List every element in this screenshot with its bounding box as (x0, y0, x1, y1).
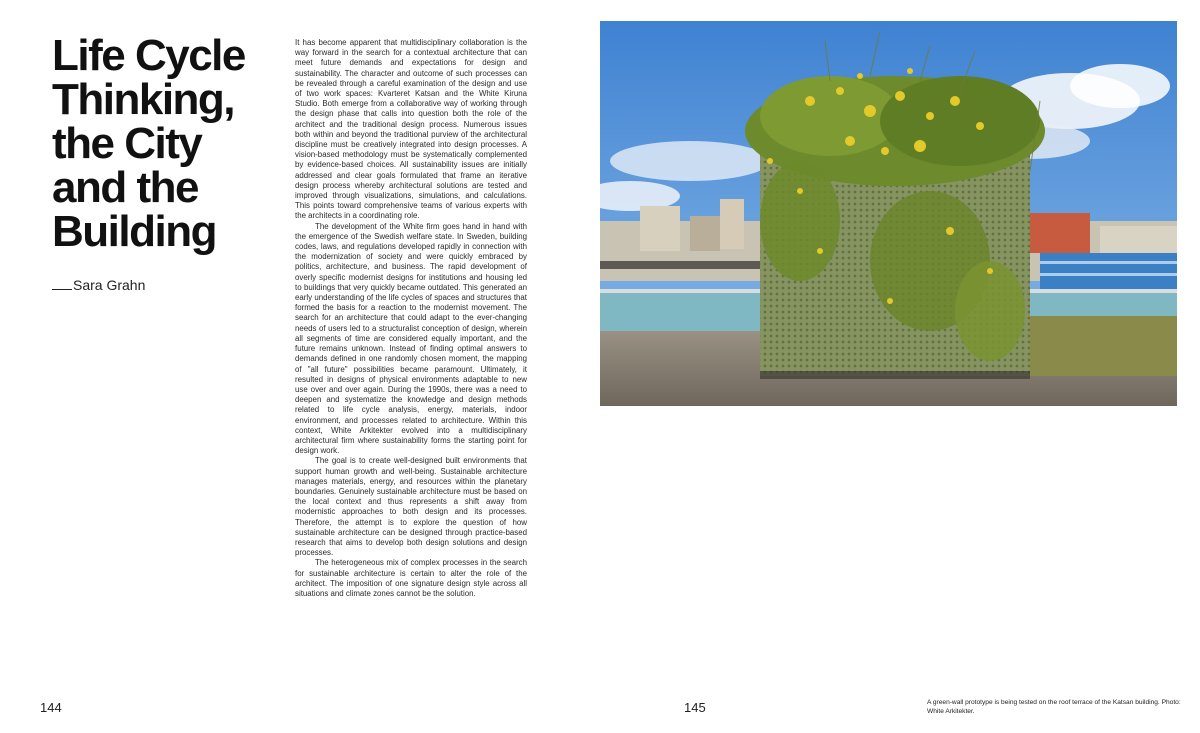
paragraph: The development of the White firm goes hand in hand with the emergence of the Swedish welfare state. In Sweden, building codes, laws, and regulations developed rapidly in connection with the modernization of society and were quickly embraced by politics, architecture, and business. The rapid development of overly specific modernist designs for institutions and housing led to buildings that very quickly became outdated. This generated an early understanding of the life cycles of spaces and structures that formed the basis for a reaction to the modernist movement. The search for an architecture that could adapt to the ever-changing needs of users led to a structuralist conception of design, wherein all segments of time are considered equally important, and the future remains unknown. Instead of finding optimal answers to demands defined in one randomly chosen moment, the mapping of "all future" possibilities became paramount. Ultimately, it resulted in designs of physical environments adaptable to new use over and over again. During the 1990s, there was a need to deepen and systematize the knowledge and design methods related to life cycle analysis, energy, materials, indoor environment, and processes related to architecture. Within this context, White Arkitekter evolved into a multidisciplinary architectural firm where sustainability forms the starting point for design work. (295, 221, 527, 456)
page-number-right: 145 (684, 700, 706, 715)
paragraph: It has become apparent that multidisciplinary collaboration is the way forward in the search for a contextual architecture that can meet future demands and expectations for design and sustainability. The character and outcome of such processes can be revealed through a careful examination of the design and use of two work spaces: Kvarteret Katsan and the White Kiruna Studio. Both emerge from a collaborative way of working through the design phase that calls into question both the role of the architect and the traditional design process. Numerous issues both within and beyond the traditional purview of the architectural discipline must be creatively integrated into design processes. A vision-based methodology must be systematically complemented by evidence-based choices. All sustainability issues are initially addressed and clear goals formulated that frame an iterative design process whereby architectural solutions are tested and improved through visualizations, simulations, and calculations. This points toward comprehensive teams of various experts with the architects in a coordinating role. (295, 38, 527, 221)
title-line: Thinking, (52, 75, 235, 124)
author-name: Sara Grahn (73, 277, 146, 293)
title-line: Life Cycle (52, 31, 245, 80)
title-line: Building (52, 207, 216, 256)
green-wall-photo (600, 21, 1177, 406)
title-line: and the (52, 163, 198, 212)
byline-rule (52, 289, 72, 290)
paragraph: The heterogeneous mix of complex processes in the search for sustainable architecture is certain to alter the role of the architect. The imposition of one signature design style across all situations and climate zones cannot be the solution. (295, 558, 527, 598)
right-page (600, 0, 1200, 733)
title-line: the City (52, 119, 202, 168)
photo-caption: A green-wall prototype is being tested on the roof terrace of the Katsan building. Photo: White Arkitekter. (927, 699, 1181, 715)
author-byline (52, 277, 145, 293)
body-text (295, 38, 527, 599)
paragraph: The goal is to create well-designed built environments that support human growth and well-being. Sustainable architecture manages materials, energy, and resources within the planetary boundaries. Genuinely sustainable architecture must be based on the local context and thus represents a shift away from modernistic approaches to both design and its processes. Therefore, the attempt is to explore the question of how sustainable architecture can be designed through practice-based research that aims to develop both design solutions and design processes. (295, 456, 527, 558)
page-number-left: 144 (40, 700, 62, 715)
article-title (52, 31, 282, 256)
